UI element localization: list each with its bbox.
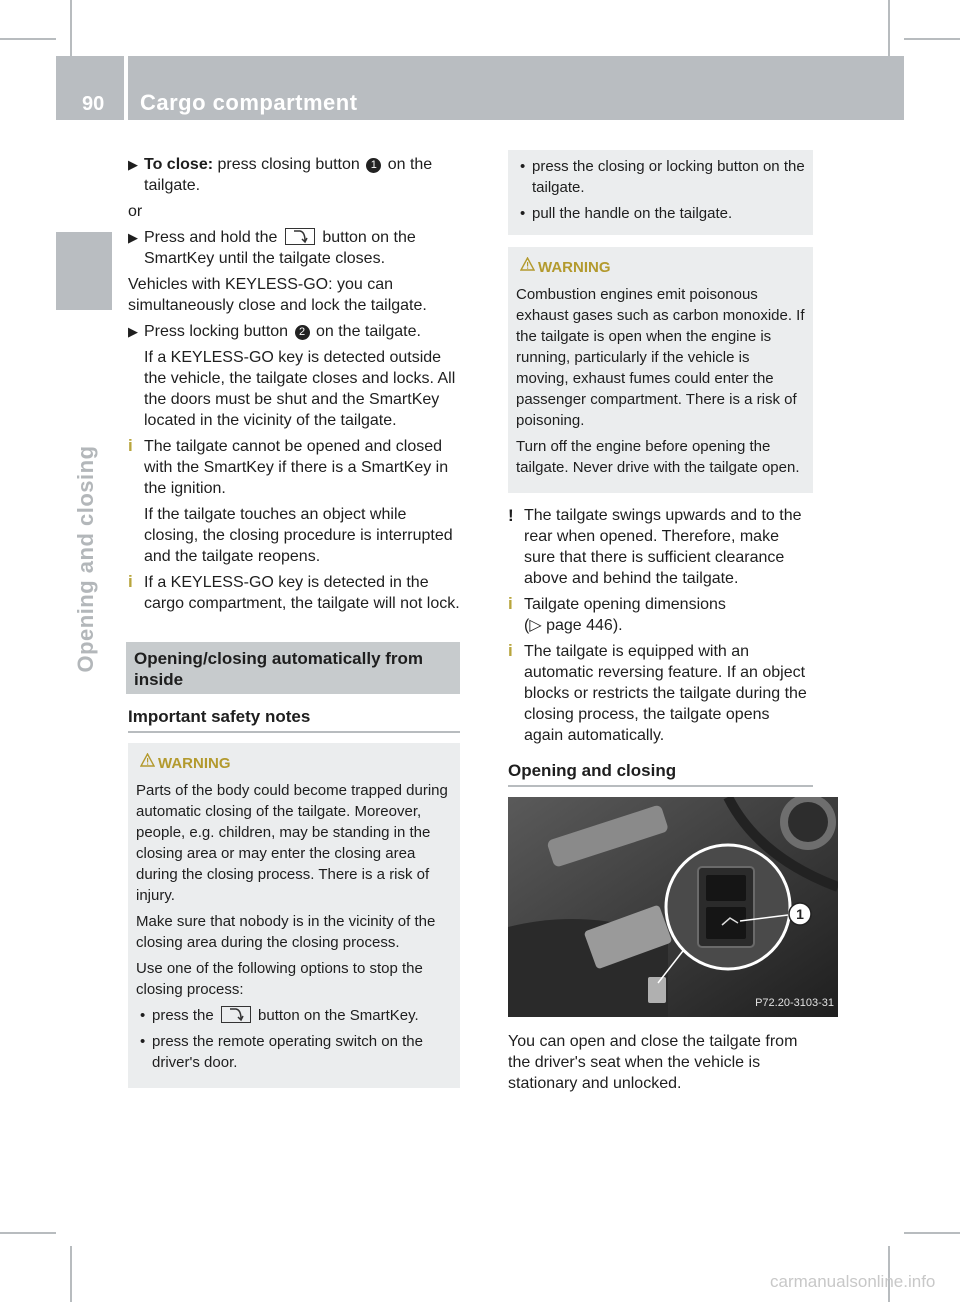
warning-text: Turn off the engine before opening the tailgate. Never drive with the tailgate open.: [516, 438, 800, 476]
left-column: [128, 154, 460, 1100]
caution-icon: !: [508, 506, 514, 525]
subheading: Opening and closing: [508, 760, 813, 787]
bullet-text: press the remote operating switch on the driver's door.: [152, 1033, 423, 1071]
right-column: [508, 154, 834, 1099]
step-to-close: [128, 154, 460, 196]
bullet-item: [520, 156, 805, 198]
step-text: press closing button: [213, 156, 365, 173]
tailgate-key-icon: [285, 228, 315, 245]
warning-box: [128, 743, 460, 1088]
page-reference-link[interactable]: (▷ page 446).: [524, 617, 623, 634]
closing-paragraph: You can open and close the tailgate from the driver's seat when the vehicle is stationary and unlocked.: [508, 1033, 798, 1092]
warning-label: WARNING: [158, 755, 231, 772]
section-side-label: Opening and closing: [73, 445, 98, 673]
bullet-icon: •: [520, 158, 526, 175]
keyless-paragraph: Vehicles with KEYLESS-GO: you can simultaneously close and lock the tailgate.: [128, 276, 427, 314]
warning-text: Parts of the body could become trapped during automatic closing of the tailgate. Moreover, people, e.g. children, may be standing in the closing area or may enter the closing area during the closing process. There is a risk of injury.: [136, 782, 448, 904]
crop-mark: [0, 1232, 56, 1234]
info-icon: i: [128, 436, 133, 455]
page-number: 90: [82, 93, 105, 115]
info-note: [508, 641, 813, 746]
bullet-icon: •: [520, 205, 526, 222]
warning-text: Make sure that nobody is in the vicinity of the closing area during the closing process.: [136, 913, 436, 951]
callout-2-icon: 2: [295, 325, 310, 340]
bullet-icon: •: [140, 1007, 146, 1024]
step-label: To close:: [144, 156, 214, 173]
info-icon: i: [508, 594, 513, 613]
tailgate-key-icon: [221, 1006, 251, 1023]
warning-text: Use one of the following options to stop the closing process:: [136, 960, 423, 998]
step-arrow-icon: ▶: [128, 324, 138, 339]
door-panel-illustration: [508, 797, 838, 1017]
step-arrow-icon: ▶: [128, 157, 138, 172]
step-text: on the tailgate.: [311, 323, 421, 340]
info-icon: i: [508, 641, 513, 660]
step-detail: If a KEYLESS-GO key is detected outside the vehicle, the tailgate closes and locks. All the doors must be shut and the SmartKey located in the vicinity of the tailgate.: [144, 349, 456, 429]
warning-title: [136, 753, 452, 774]
caution-note: [508, 505, 813, 589]
warning-box-continued: [508, 150, 813, 235]
step-arrow-icon: ▶: [128, 230, 138, 245]
step-text: on the tailgate.: [144, 156, 433, 194]
info-text: The tailgate cannot be opened and closed with the SmartKey if there is a SmartKey in the ignition.: [144, 438, 449, 497]
image-code: P72.20-3103-31: [755, 997, 834, 1009]
step-text: button on the SmartKey until the tailgate closes.: [144, 229, 416, 267]
bullet-text: press the: [152, 1007, 218, 1024]
crop-mark: [70, 0, 72, 56]
or-text: or: [128, 203, 143, 220]
caution-text: The tailgate swings upwards and to the rear when opened. Therefore, make sure that there is sufficient clearance above and behind the tailgate.: [524, 507, 802, 587]
info-icon: i: [128, 572, 133, 591]
info-text: The tailgate is equipped with an automatic reversing feature. If an object blocks or restricts the tailgate during the closing process, the tailgate opens again automatically.: [524, 643, 807, 744]
page-title: Cargo compartment: [140, 90, 358, 115]
info-note: [128, 572, 460, 614]
bullet-text: button on the SmartKey.: [253, 1007, 419, 1024]
bullet-text: pull the handle on the tailgate.: [532, 205, 733, 222]
info-text: Tailgate opening dimensions: [524, 596, 726, 613]
bullet-icon: •: [140, 1033, 146, 1050]
section-heading: Opening/closing automatically from inside: [126, 642, 460, 694]
step-text: Press locking button: [144, 323, 293, 340]
warning-triangle-icon: [140, 753, 155, 767]
crop-mark: [904, 38, 960, 40]
info-note: [508, 594, 813, 636]
step-press-hold: [128, 227, 460, 269]
bullet-item: [140, 1031, 452, 1073]
step-press-locking: [128, 321, 460, 431]
subheading: Important safety notes: [128, 706, 460, 733]
warning-text: Combustion engines emit poisonous exhaust gases such as carbon monoxide. If the tailgate is open when the engine is running, particularly if the vehicle is moving, exhaust fumes could enter the passenger compartment. There is a risk of poisoning.: [516, 286, 805, 429]
crop-mark: [904, 1232, 960, 1234]
warning-triangle-icon: [520, 257, 535, 271]
warning-title: [516, 257, 805, 278]
crop-mark: [888, 0, 890, 56]
section-tab: [56, 232, 112, 310]
crop-mark: [0, 38, 56, 40]
bullet-text: press the closing or locking button on the tailgate.: [532, 158, 805, 196]
image-callout-1: 1: [796, 906, 804, 922]
info-note: [128, 436, 460, 567]
bullet-item: [520, 203, 805, 224]
warning-label: WARNING: [538, 259, 611, 276]
info-text: If a KEYLESS-GO key is detected in the cargo compartment, the tailgate will not lock.: [144, 574, 460, 612]
watermark: carmanualsonline.info: [770, 1272, 936, 1291]
step-text: Press and hold the: [144, 229, 282, 246]
warning-box: [508, 247, 813, 493]
bullet-item: [140, 1005, 452, 1026]
info-text: If the tailgate touches an object while closing, the closing procedure is interrupted and the tailgate reopens.: [144, 506, 453, 565]
door-switch-photo: [508, 797, 838, 1017]
crop-mark: [70, 1246, 72, 1302]
callout-1-icon: 1: [366, 158, 381, 173]
